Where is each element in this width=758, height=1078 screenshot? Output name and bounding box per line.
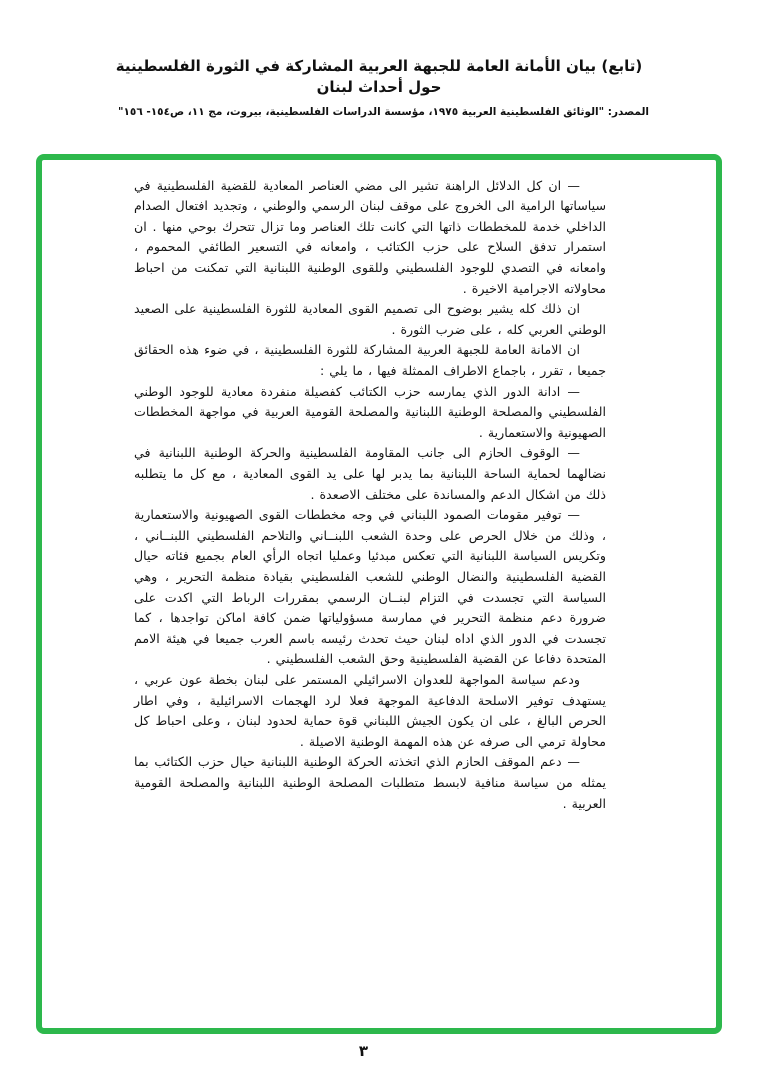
document-header — [109, 56, 649, 120]
paragraph-7: ودعم سياسة المواجهة للعدوان الاسرائيلي المستمر على لبنان بخطة عون عربي ، يستهدف توفير الاسلحة الدفاعية الموجهة فعلا لرد الهجمات الاسرائيلية ، وفي اطار الحرص البالغ ، على ان يكون الجيش اللبناني قوة حماية لحدود لبنان ، وعلى احباط كل محاولة ترمي الى صرفه عن هذه المهمة الوطنية الاصيلة . — [134, 671, 606, 749]
paragraph-3: ان الامانة العامة للجبهة العربية المشاركة للثورة الفلسطينية ، في ضوء هذه الحقائق جميعا ، تقرر ، باجماع الاطراف الممثلة فيها ، ما يلي : — [134, 342, 606, 379]
paragraph-4: — ادانة الدور الذي يمارسه حزب الكتائب كفصيلة منفردة معادية للوجود الوطني الفلسطيني والمصلحة الوطنية اللبنانية والمصلحة القومية العربية في مواجهة المخططات الصهيونية والاستعمارية . — [134, 383, 606, 440]
paragraph-6: — توفير مقومات الصمود اللبناني في وجه مخططات القوى الصهيونية والاستعمارية ، وذلك من خلال الحرص على وحدة الشعب اللبنــاني والتلاحم الفلسطيني اللبنــاني ، وتكريس السياسة اللبنانية التي تعكس مبدئيا وعمليا اتجاه الرأي العام بجميع فئاته حيال القضية الفلسطينية والنضال الوطني للشعب الفلسطيني بقيادة منظمة التحرير ، وهي السياسة التي تجسدت في التزام لبنــان الرسمي بمقررات الرباط التي اكدت على ضرورة دعم منظمة التحرير في ممارسة مسؤولياتها ضمن كافة اماكن تواجدها ، كما تجسدت في الدور الذي اداه لبنان حيث تحدث رئيسه باسم العرب جميعا في هيئة الامم المتحدة دفاعا عن القضية الفلسطينية وحق الشعب الفلسطيني . — [134, 507, 606, 667]
paragraph-2: ان ذلك كله يشير بوضوح الى تصميم القوى المعادية للثورة الفلسطينية على الصعيد الوطني العربي كله ، على ضرب الثورة . — [134, 301, 606, 337]
page-number: ٣ — [358, 1042, 368, 1060]
paragraph-8: — دعم الموقف الحازم الذي اتخذته الحركة الوطنية اللبنانية حيال حزب الكتائب بما يمثله من سياسة منافية لابسط متطلبات المصلحة الوطنية اللبنانية والمصلحة القومية العربية . — [134, 754, 606, 811]
paragraph-5: — الوقوف الحازم الى جانب المقاومة الفلسطينية والحركة الوطنية اللبنانية في نضالهما لحماية الساحة اللبنانية بما يدبر لها على يد القوى المعادية ، مع كل ما يتطلبه ذلك من اشكال الدعم والمساندة على مختلف الاصعدة . — [134, 445, 606, 502]
content-frame — [36, 154, 722, 1034]
document-title: (تابع) بيان الأمانة العامة للجبهة العربية المشاركة في الثورة الفلسطينية حول أحداث لبنان — [115, 57, 643, 96]
document-source: المصدر: "الوثائق الفلسطينية العربية ١٩٧٥، مؤسسة الدراسات الفلسطينية، بيروت، مج ١١، ص١٥٤- ١٥٦" — [118, 106, 649, 118]
paragraph-1: — ان كل الدلائل الراهنة تشير الى مضي العناصر المعادية للقضية الفلسطينية في سياساتها الرامية الى الخروج على موقف لبنان الرسمي والوطني ، وتجديد افتعال الصدام الداخلي خدمة للمخططات ذاتها التي كانت تلك العناصر وما تزال تتحرك بوحي منها . ان استمرار تدفق السلاح على حزب الكتائب ، وامعانه في التسعير الطائفي المحموم ، وامعانه في التصدي للوجود الفلسطيني وللقوى الوطنية اللبنانية التي تمكنت من احباط محاولاته الاجرامية الاخيرة . — [134, 177, 606, 296]
